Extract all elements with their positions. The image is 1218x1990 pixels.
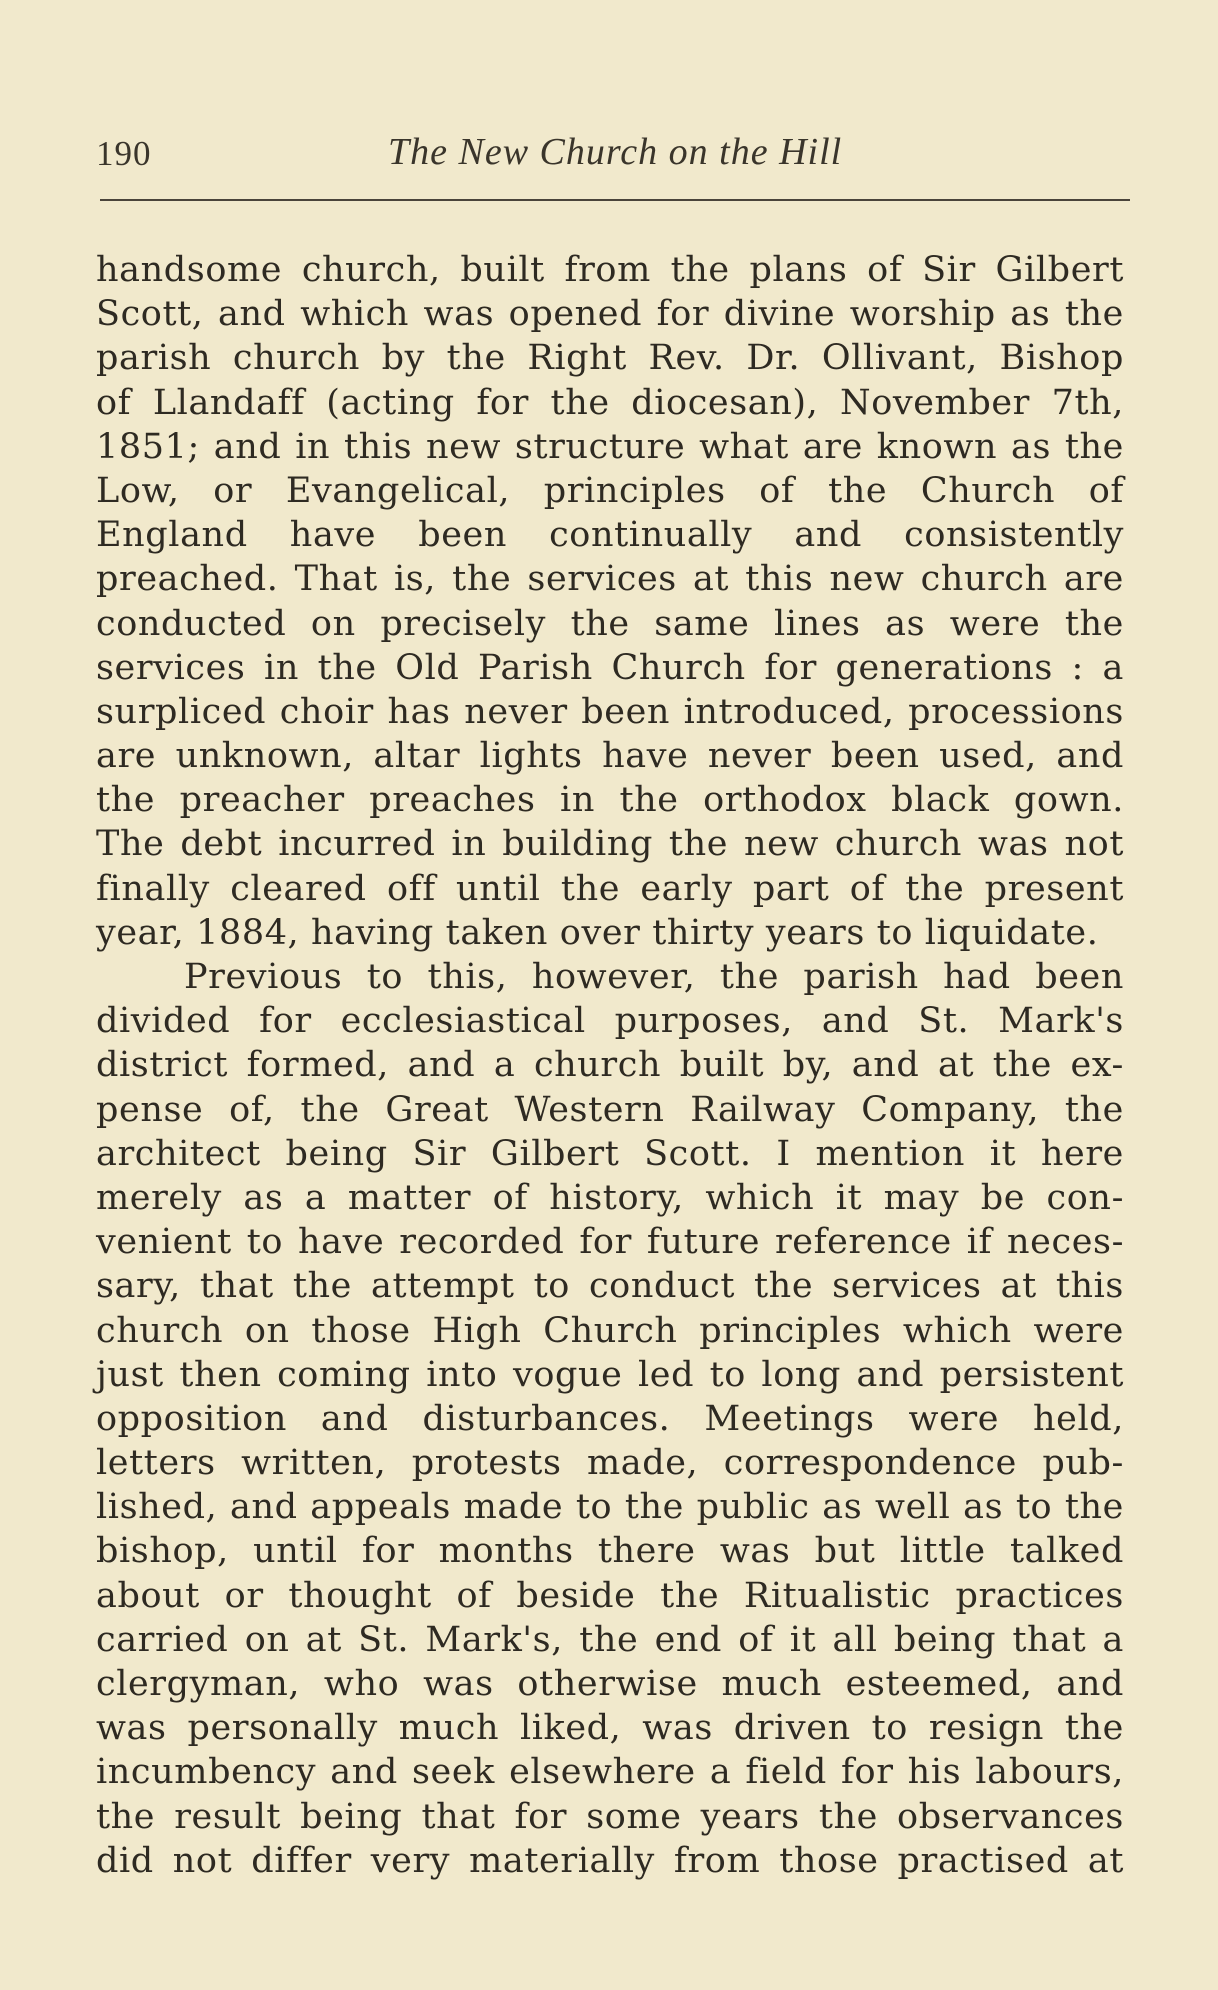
text-line: finally cleared off until the early part of the present	[96, 868, 1124, 909]
text-line: preached. That is, the services at this new church are	[96, 559, 1124, 600]
text-line: district formed, and a church built by, and at the ex-	[96, 1045, 1124, 1086]
text-line: sary, that the attempt to conduct the services at this	[96, 1266, 1124, 1307]
text-line: 1851; and in this new structure what are known as the	[96, 426, 1124, 467]
text-line: The debt incurred in building the new church was not	[96, 824, 1124, 865]
text-line: year, 1884, having taken over thirty years to liquidate.	[96, 912, 1099, 953]
text-line: bishop, until for months there was but little talked	[96, 1531, 1124, 1572]
text-line: Scott, and which was opened for divine worship as the	[96, 294, 1124, 335]
text-line: merely as a matter of history, which it may be con-	[96, 1177, 1124, 1218]
text-line: just then coming into vogue led to long and persistent	[96, 1354, 1124, 1395]
text-line: lished, and appeals made to the public as well as to the	[96, 1487, 1124, 1528]
text-line: England have been continually and consistently	[96, 515, 1124, 556]
text-line: church on those High Church principles which were	[96, 1310, 1124, 1351]
text-line: incumbency and seek elsewhere a field for his labours,	[96, 1752, 1124, 1793]
text-line: letters written, protests made, correspondence pub-	[96, 1443, 1124, 1484]
text-line: pense of, the Great Western Railway Company, the	[96, 1089, 1124, 1130]
text-line: services in the Old Parish Church for generations : a	[96, 647, 1124, 688]
text-line: conducted on precisely the same lines as were the	[96, 603, 1124, 644]
text-line: did not differ very materially from those practised at	[96, 1840, 1124, 1881]
text-line: carried on at St. Mark's, the end of it all being that a	[96, 1619, 1124, 1660]
text-line: venient to have recorded for future reference if neces-	[96, 1222, 1124, 1263]
page-number: 190	[96, 134, 152, 173]
text-line: surpliced choir has never been introduced, processions	[96, 691, 1124, 732]
text-line: are unknown, altar lights have never been used, and	[96, 736, 1124, 777]
text-line: parish church by the Right Rev. Dr. Ollivant, Bishop	[96, 338, 1124, 379]
body-text	[96, 248, 1124, 1883]
text-line: architect being Sir Gilbert Scott. I mention it here	[96, 1133, 1124, 1174]
header-rule	[100, 199, 1130, 201]
paragraph	[96, 248, 1124, 955]
text-line: about or thought of beside the Ritualistic practices	[96, 1575, 1124, 1616]
text-line: handsome church, built from the plans of Sir Gilbert	[96, 250, 1124, 290]
running-title: The New Church on the Hill	[388, 131, 843, 173]
text-line: the preacher preaches in the orthodox black gown.	[96, 780, 1124, 821]
text-line: Low, or Evangelical, principles of the Church of	[96, 470, 1124, 511]
text-line: opposition and disturbances. Meetings were held,	[96, 1398, 1124, 1439]
text-line: was personally much liked, was driven to resign the	[96, 1708, 1124, 1749]
text-line: the result being that for some years the observances	[96, 1796, 1124, 1837]
text-line: Previous to this, however, the parish had been	[184, 957, 1124, 997]
page-header	[96, 130, 1128, 180]
text-line: clergyman, who was otherwise much esteemed, and	[96, 1664, 1124, 1704]
text-line: divided for ecclesiastical purposes, and St. Mark's	[96, 1001, 1124, 1042]
paragraph	[96, 955, 1124, 1883]
text-line: of Llandaff (acting for the diocesan), November 7th,	[96, 382, 1124, 423]
